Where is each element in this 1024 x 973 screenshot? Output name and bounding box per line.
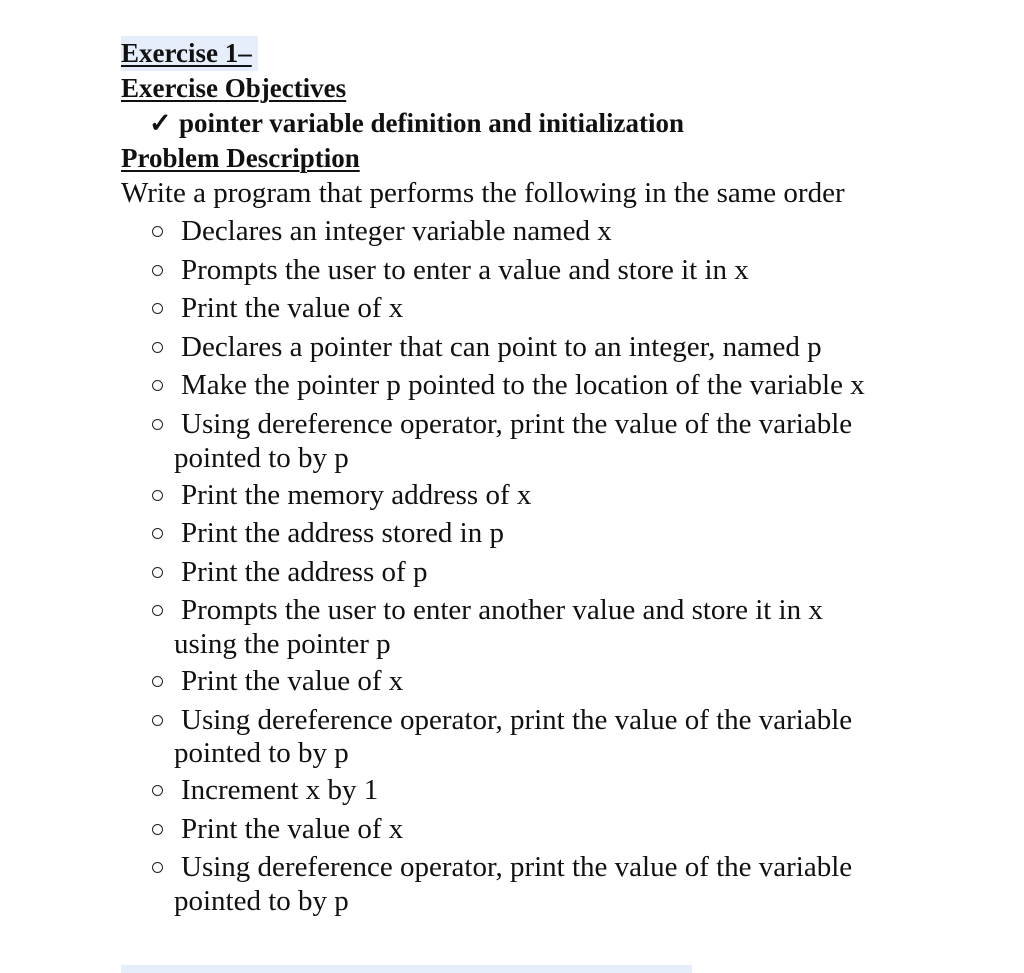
task-text: Using dereference operator, print the value of the variable [181, 851, 853, 884]
circle-bullet-icon [152, 715, 163, 726]
circle-bullet-icon [152, 490, 163, 501]
highlight-band [121, 965, 692, 973]
task-item [121, 771, 921, 810]
task-item [121, 810, 921, 849]
task-text: Increment x by 1 [181, 774, 379, 807]
task-item [121, 328, 921, 367]
task-item [121, 366, 921, 405]
circle-bullet-icon [152, 380, 163, 391]
problem-heading: Problem Description [121, 143, 360, 173]
objectives-heading: Exercise Objectives [121, 73, 347, 103]
checkmark-icon: ✓ [149, 108, 172, 138]
circle-bullet-icon [152, 862, 163, 873]
objective-text: pointer variable definition and initialization [179, 108, 685, 138]
task-text: Declares an integer variable named x [181, 215, 612, 247]
task-text: Print the value of x [181, 664, 404, 697]
task-text: Make the pointer p pointed to the location of the variable x [181, 369, 865, 402]
task-text-continued: pointed to by p [174, 441, 349, 474]
task-text: Using dereference operator, print the value of the variable [181, 703, 853, 736]
task-item [121, 405, 921, 475]
document-body [121, 36, 921, 919]
circle-bullet-icon [152, 342, 163, 353]
task-text: Print the value of x [181, 812, 404, 845]
circle-bullet-icon [152, 785, 163, 796]
task-item [121, 553, 921, 592]
task-list [121, 212, 921, 918]
intro-text: Write a program that performs the following in the same order [121, 177, 845, 209]
task-text: Print the value of x [181, 292, 404, 325]
task-item [121, 476, 921, 515]
task-item [121, 591, 921, 661]
task-item [121, 701, 921, 771]
circle-bullet-icon [152, 303, 163, 314]
circle-bullet-icon [152, 824, 163, 835]
circle-bullet-icon [152, 265, 163, 276]
task-text-continued: using the pointer p [174, 627, 391, 660]
task-text: Print the address stored in p [181, 517, 504, 550]
circle-bullet-icon [152, 676, 163, 687]
circle-bullet-icon [152, 605, 163, 616]
task-item [121, 662, 921, 701]
task-text: Prompts the user to enter a value and store it in x [181, 253, 749, 286]
task-item [121, 514, 921, 553]
task-text: Print the memory address of x [181, 478, 532, 511]
task-text: Using dereference operator, print the value of the variable [181, 407, 853, 440]
task-text: Print the address of p [181, 555, 428, 588]
task-item [121, 289, 921, 328]
task-text-continued: pointed to by p [174, 884, 349, 917]
circle-bullet-icon [152, 419, 163, 430]
circle-bullet-icon [152, 226, 163, 237]
task-text: Prompts the user to enter another value and store it in x [181, 594, 823, 627]
task-item [121, 212, 921, 251]
circle-bullet-icon [152, 567, 163, 578]
task-text-continued: pointed to by p [174, 737, 349, 770]
task-item [121, 251, 921, 290]
circle-bullet-icon [152, 528, 163, 539]
objective-item [149, 106, 921, 141]
exercise-title: Exercise 1– [121, 36, 258, 71]
task-text: Declares a pointer that can point to an integer, named p [181, 330, 822, 363]
task-item [121, 848, 921, 918]
